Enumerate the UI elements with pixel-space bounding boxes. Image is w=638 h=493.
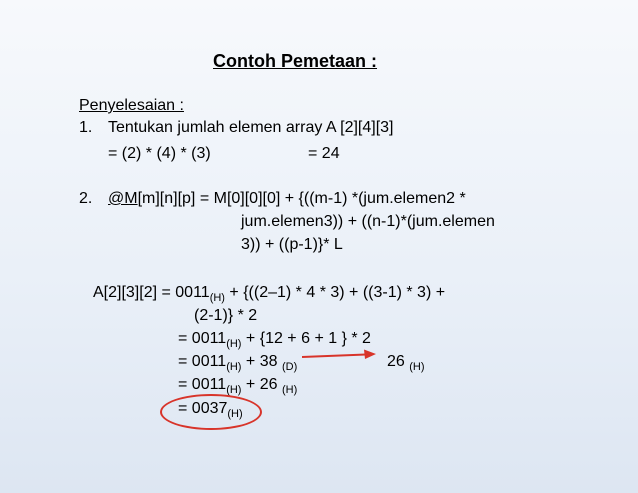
solution-label-text: Penyelesaian : <box>79 97 184 114</box>
decimal-subscript: (D) <box>281 361 298 373</box>
calc-line-4-pre: = 0011 <box>178 353 227 370</box>
solution-label <box>79 96 184 116</box>
calc-line-1-post: + {((2–1) * 4 * 3) + ((3-1) * 3) + <box>224 284 446 301</box>
step1-expression: = (2) * (4) * (3) <box>108 145 211 162</box>
converted-value: 26 <box>387 353 410 370</box>
calc-line-3-pre: = 0011 <box>178 330 227 347</box>
calc-line-4-converted <box>387 352 425 377</box>
slide-title: Contoh Pemetaan : <box>213 51 378 71</box>
hex-subscript: (H) <box>226 361 242 373</box>
calc-line-6-result <box>178 399 243 424</box>
step2-formula-rest: [m][n][p] = M[0][0][0] + {((m-1) *(jum.elemen2 * <box>137 190 466 207</box>
step2-formula-line2: jum.elemen3)) + ((n-1)*(jum.elemen <box>241 213 495 230</box>
calc-line-1 <box>93 283 445 308</box>
hex-subscript: (H) <box>281 384 298 396</box>
calc-line-1-pre: A[2][3][2] = 0011 <box>93 284 210 301</box>
calc-line-5-pre: = 0011 <box>178 376 227 393</box>
hex-subscript: (H) <box>209 292 225 304</box>
step1-result: = 24 <box>308 145 340 162</box>
conversion-arrow-icon <box>302 349 376 363</box>
step1-number: 1. <box>79 119 93 136</box>
hex-subscript: (H) <box>226 338 242 350</box>
calc-line-2: (2-1)} * 2 <box>194 307 258 324</box>
calc-line-3-post: + {12 + 6 + 1 } * 2 <box>241 330 371 347</box>
step2-formula-line3: 3)) + ((p-1)}* L <box>241 236 343 253</box>
step2-formula-line1 <box>108 189 466 209</box>
step2-number: 2. <box>79 190 93 207</box>
step1-text: Tentukan jumlah elemen array A [2][4][3] <box>108 119 394 136</box>
hex-subscript: (H) <box>227 408 243 420</box>
hex-subscript: (H) <box>226 384 242 396</box>
calc-line-4-mid: + 38 <box>241 353 282 370</box>
calc-line-4 <box>178 352 297 377</box>
final-result: = 0037 <box>178 400 228 417</box>
hex-subscript: (H) <box>409 361 425 373</box>
address-symbol: @M <box>108 190 138 207</box>
calc-line-5-mid: + 26 <box>241 376 282 393</box>
